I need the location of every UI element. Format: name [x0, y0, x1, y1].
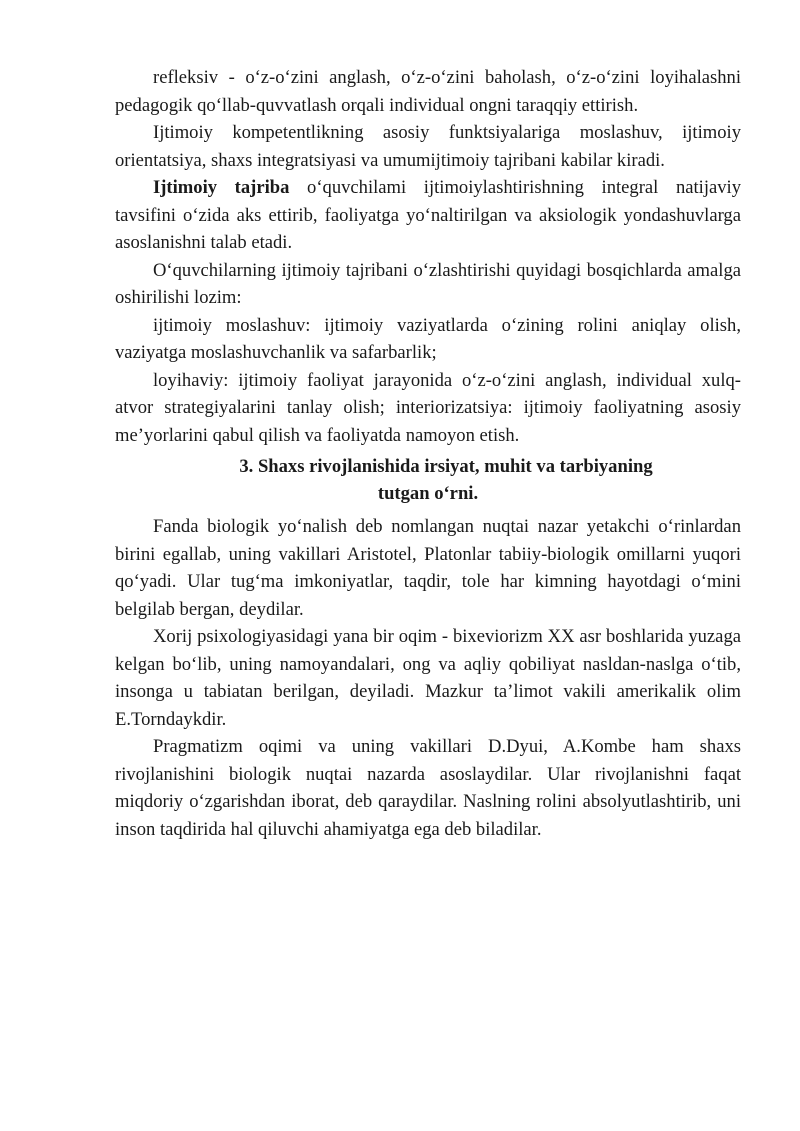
paragraph-stages-intro: O‘quvchilarning ijtimoiy tajribani o‘zlashtirishi quyidagi bosqichlarda amalga oshirilishi lozim: [115, 259, 741, 308]
paragraph-reflexive: refleksiv - o‘z-o‘zini anglash, o‘z-o‘zini baholash, o‘z-o‘zini loyihalashni pedagogik qo‘llab-quvvatlash orqali individual ongni taraqqiy ettirish. [115, 67, 741, 116]
paragraph-social-competence-functions: Ijtimoiy kompetentlikning asosiy funktsiyalariga moslashuv, ijtimoiy orientatsiya, shaxs integratsiyasi va umumijtimoiy tajribani kabilar kiradi. [115, 122, 741, 171]
section-heading [115, 453, 741, 507]
paragraph-social-experience: Ijtimoiy tajriba o‘quvchilami ijtimoiylashtirishning integral natijaviy tavsifini o‘zida aks ettirib, faoliyatga yo‘naltirilgan va aksiologik yondashuvlarga asoslanishni talab etadi. [115, 177, 742, 253]
paragraph-social-adaptation: ijtimoiy moslashuv: ijtimoiy vaziyatlarda o‘zining rolini aniqlay olish, vaziyatga moslashuvchanlik va safarbarlik; [115, 314, 741, 363]
document-page [115, 64, 741, 843]
paragraph-pragmatism: Pragmatizm oqimi va uning vakillari D.Dyui, A.Kombe ham shaxs rivojlanishini biologik nuqtai nazarda asoslaydilar. Ular rivojlanishni faqat miqdoriy o‘zgarishdan iborat, deb qaraydilar. Naslning rolini absolyutlashtirib, uni inson taqdirida hal qiluvchi ahamiyatga ega deb biladilar. [115, 736, 741, 840]
section-heading-line1: 3. Shaxs rivojlanishida irsiyat, muhit va tarbiyaning [239, 456, 653, 477]
section-heading-line2: tutgan o‘rni. [377, 483, 479, 504]
paragraph-biological-direction: Fanda biologik yo‘nalish deb nomlangan nuqtai nazar yetakchi o‘rinlardan birini egallab, uning vakillari Aristotel, Platonlar tabiiy-biologik omillarni yuqori qo‘yadi. Ular tug‘ma imkoniyatlar, taqdir, tole har kimning hayotdagi o‘mini belgilab bergan, deydilar. [115, 516, 741, 620]
term-social-experience: Ijtimoiy tajriba [153, 177, 290, 198]
paragraph-behaviorism: Xorij psixologiyasidagi yana bir oqim - bixeviorizm XX asr boshlarida yuzaga kelgan bo‘lib, uning namoyandalari, ong va aqliy qobiliyat nasldan-naslga o‘tib, insonga u tabiatan berilgan, deyiladi. Mazkur ta’limot vakili amerikalik olim E.Torndaykdir. [115, 626, 741, 730]
paragraph-project-stage: loyihaviy: ijtimoiy faoliyat jarayonida o‘z-o‘zini anglash, individual xulq-atvor strategiyalarini tanlay olish; interiorizatsiya: ijtimoiy faoliyatning asosiy me’yorlarini qabul qilish va faoliyatda namoyon etish. [115, 369, 741, 446]
